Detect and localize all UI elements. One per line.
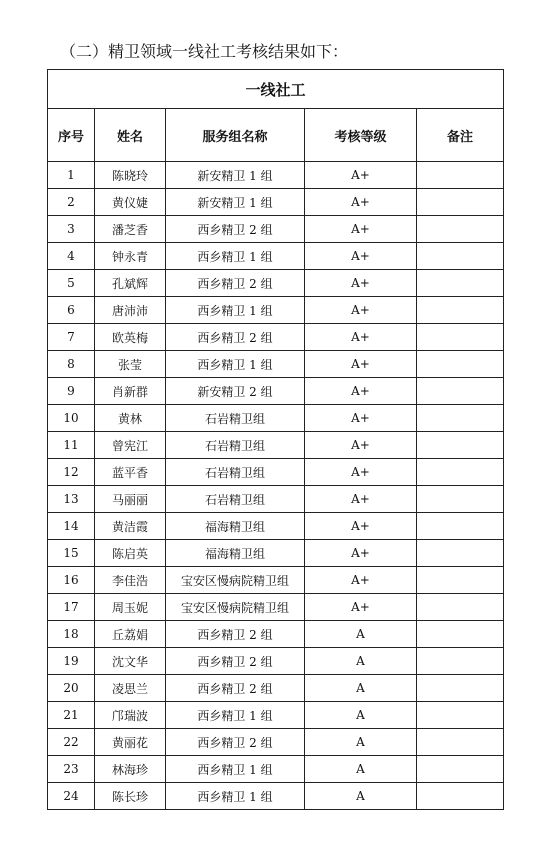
cell-remarks [417,783,504,810]
section-heading: （二）精卫领域一线社工考核结果如下： [60,42,349,61]
cell-remarks [417,621,504,648]
table-row [48,540,504,567]
cell-name: 林海珍 [95,756,166,783]
cell-grade: A+ [305,351,417,378]
cell-index: 19 [48,648,95,675]
cell-name: 马丽丽 [95,486,166,513]
cell-name: 唐沛沛 [95,297,166,324]
column-header-grade: 考核等级 [305,109,417,162]
cell-grade: A+ [305,189,417,216]
cell-group: 西乡精卫 2 组 [166,621,305,648]
cell-index: 5 [48,270,95,297]
cell-grade: A [305,702,417,729]
cell-grade: A+ [305,405,417,432]
cell-remarks [417,540,504,567]
cell-grade: A+ [305,486,417,513]
cell-name: 黄仪婕 [95,189,166,216]
cell-remarks [417,756,504,783]
cell-index: 22 [48,729,95,756]
cell-group: 石岩精卫组 [166,405,305,432]
column-header-group: 服务组名称 [166,109,305,162]
table-row [48,270,504,297]
cell-name: 潘芝香 [95,216,166,243]
table-header-row [48,109,504,162]
table-row [48,756,504,783]
cell-index: 15 [48,540,95,567]
cell-index: 16 [48,567,95,594]
table-row [48,621,504,648]
cell-index: 24 [48,783,95,810]
table-row [48,189,504,216]
cell-name: 沈文华 [95,648,166,675]
cell-index: 8 [48,351,95,378]
table-row [48,351,504,378]
cell-index: 20 [48,675,95,702]
cell-grade: A+ [305,270,417,297]
table-row [48,486,504,513]
cell-remarks [417,405,504,432]
cell-remarks [417,270,504,297]
cell-name: 丘荔娟 [95,621,166,648]
cell-index: 11 [48,432,95,459]
cell-index: 4 [48,243,95,270]
table-row [48,216,504,243]
cell-index: 9 [48,378,95,405]
cell-group: 福海精卫组 [166,540,305,567]
cell-grade: A+ [305,540,417,567]
table-row [48,567,504,594]
cell-group: 宝安区慢病院精卫组 [166,567,305,594]
cell-group: 西乡精卫 1 组 [166,783,305,810]
table-row [48,378,504,405]
cell-name: 陈启英 [95,540,166,567]
cell-name: 周玉妮 [95,594,166,621]
cell-grade: A [305,729,417,756]
cell-name: 张莹 [95,351,166,378]
cell-name: 黄洁霞 [95,513,166,540]
cell-group: 西乡精卫 1 组 [166,243,305,270]
cell-name: 邝瑞波 [95,702,166,729]
cell-group: 西乡精卫 1 组 [166,702,305,729]
cell-group: 新安精卫 1 组 [166,189,305,216]
cell-remarks [417,324,504,351]
cell-group: 新安精卫 2 组 [166,378,305,405]
cell-name: 黄林 [95,405,166,432]
cell-remarks [417,594,504,621]
cell-group: 西乡精卫 2 组 [166,216,305,243]
cell-grade: A+ [305,297,417,324]
cell-name: 曾宪江 [95,432,166,459]
cell-grade: A+ [305,513,417,540]
table-title: 一线社工 [48,70,504,109]
table-row [48,783,504,810]
cell-name: 肖新群 [95,378,166,405]
cell-remarks [417,432,504,459]
cell-remarks [417,486,504,513]
cell-grade: A+ [305,378,417,405]
cell-group: 西乡精卫 2 组 [166,324,305,351]
cell-name: 蓝平香 [95,459,166,486]
table-row [48,432,504,459]
cell-group: 西乡精卫 2 组 [166,648,305,675]
cell-remarks [417,648,504,675]
table-row [48,243,504,270]
cell-group: 西乡精卫 2 组 [166,729,305,756]
cell-group: 福海精卫组 [166,513,305,540]
cell-grade: A+ [305,567,417,594]
cell-remarks [417,351,504,378]
cell-group: 新安精卫 1 组 [166,162,305,189]
table-title-row [48,70,504,109]
cell-remarks [417,297,504,324]
cell-group: 西乡精卫 2 组 [166,270,305,297]
table-row [48,513,504,540]
cell-index: 3 [48,216,95,243]
cell-remarks [417,378,504,405]
cell-index: 14 [48,513,95,540]
cell-remarks [417,216,504,243]
cell-grade: A+ [305,216,417,243]
cell-index: 6 [48,297,95,324]
cell-grade: A [305,756,417,783]
cell-grade: A+ [305,324,417,351]
table-row [48,594,504,621]
table-row [48,729,504,756]
cell-remarks [417,189,504,216]
cell-remarks [417,729,504,756]
cell-index: 12 [48,459,95,486]
table-row [48,162,504,189]
column-header-name: 姓名 [95,109,166,162]
cell-name: 欧英梅 [95,324,166,351]
cell-name: 孔斌辉 [95,270,166,297]
table-row [48,297,504,324]
cell-group: 西乡精卫 1 组 [166,351,305,378]
cell-name: 钟永青 [95,243,166,270]
cell-group: 石岩精卫组 [166,432,305,459]
cell-grade: A [305,675,417,702]
cell-index: 23 [48,756,95,783]
cell-index: 10 [48,405,95,432]
cell-index: 13 [48,486,95,513]
cell-grade: A [305,648,417,675]
cell-remarks [417,459,504,486]
cell-index: 17 [48,594,95,621]
cell-name: 李佳浩 [95,567,166,594]
cell-index: 2 [48,189,95,216]
cell-group: 西乡精卫 2 组 [166,675,305,702]
table-row [48,702,504,729]
cell-grade: A [305,783,417,810]
cell-grade: A+ [305,162,417,189]
cell-grade: A+ [305,594,417,621]
cell-name: 陈晓玲 [95,162,166,189]
table-row [48,675,504,702]
column-header-remarks: 备注 [417,109,504,162]
cell-remarks [417,567,504,594]
cell-remarks [417,675,504,702]
cell-grade: A+ [305,243,417,270]
cell-grade: A+ [305,459,417,486]
table-row [48,459,504,486]
cell-name: 凌思兰 [95,675,166,702]
cell-index: 7 [48,324,95,351]
table-row [48,324,504,351]
column-header-index: 序号 [48,109,95,162]
cell-name: 陈长珍 [95,783,166,810]
assessment-table [47,69,504,810]
cell-index: 1 [48,162,95,189]
cell-group: 西乡精卫 1 组 [166,297,305,324]
cell-remarks [417,243,504,270]
cell-name: 黄丽花 [95,729,166,756]
table-row [48,648,504,675]
cell-remarks [417,513,504,540]
cell-index: 18 [48,621,95,648]
cell-group: 石岩精卫组 [166,459,305,486]
table-row [48,405,504,432]
cell-group: 石岩精卫组 [166,486,305,513]
cell-grade: A+ [305,432,417,459]
cell-group: 西乡精卫 1 组 [166,756,305,783]
cell-grade: A [305,621,417,648]
cell-group: 宝安区慢病院精卫组 [166,594,305,621]
cell-remarks [417,162,504,189]
cell-index: 21 [48,702,95,729]
cell-remarks [417,702,504,729]
